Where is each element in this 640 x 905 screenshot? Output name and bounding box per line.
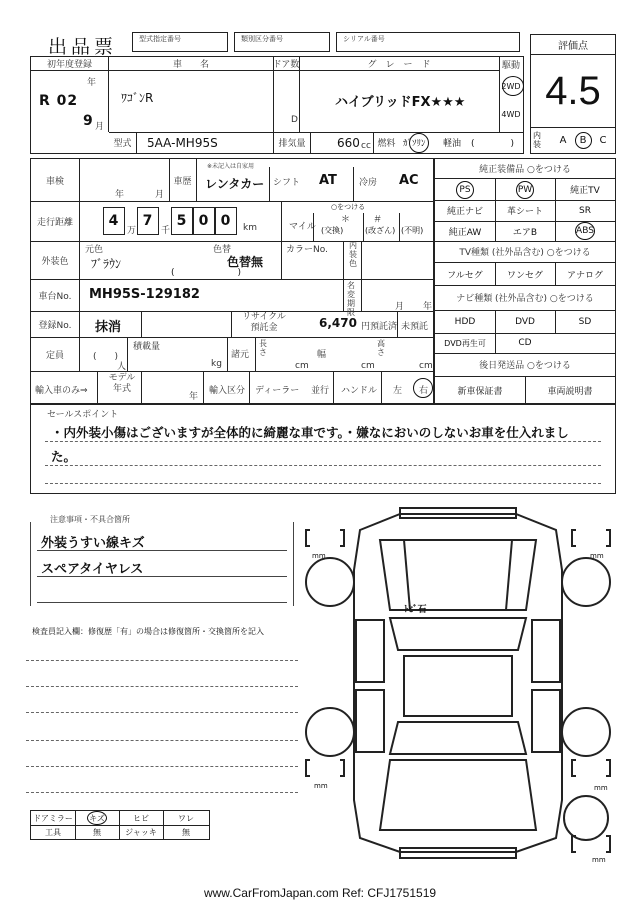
mileage-unknown[interactable]: (不明) [401,226,424,235]
shift-label: シフト [273,178,301,188]
mileage-label: 走行距離 [36,217,73,228]
score-box [530,34,616,154]
grade: ハイブリッドFX★★★ [335,95,466,110]
accessories-table [30,810,210,840]
drive-label: 駆動 [501,60,520,71]
interior-color-label: 内装色 [349,241,357,268]
interior-a[interactable]: A [559,134,567,146]
acc-tools-value: 無 [93,827,101,837]
orig-color-label: 元色 [85,245,104,255]
length-unit: cm [295,361,309,371]
wheel-rear-left [306,708,354,756]
mileage-exchange[interactable]: (交換) [321,226,344,235]
handle-right-circle [413,378,433,398]
vehicle-block [30,56,524,154]
wheel-rear-right [562,708,610,756]
recycle-no[interactable]: 未預託 [401,322,429,332]
score-label: 評価点 [531,35,615,55]
capacity-unit: 人 [117,362,127,372]
model-type: 5AA-MH95S [147,136,218,150]
fuel-gasoline-circle [409,133,429,153]
drive-2wd-circle [502,76,524,96]
drive-4wd[interactable]: 4WD [501,109,521,119]
note-item: 外装うすい線キズ [41,536,145,551]
equipment-block [434,158,616,404]
rear-window [390,722,526,754]
recycle-unit: 円預託済 [361,322,398,332]
capacity-paren: ( ) [93,352,119,362]
mileage-digit: 5 [171,207,193,235]
equip-sr[interactable]: SR [579,205,591,216]
import-type-label: 輸入区分 [209,386,246,396]
inspector-label: 検査員記入欄：修復歴「有」の場合は修復箇所・交換箇所を記入 [32,627,264,636]
ac: AC [399,173,419,188]
shift: AT [319,173,337,188]
door-code: D [291,115,298,125]
equip-aw[interactable]: 純正AW [448,227,482,238]
mileage-digit: 4 [103,207,125,235]
recolor-label: 色替 [213,245,232,255]
equip-ps-circle [456,181,474,199]
mileage-digit: 0 [193,207,215,235]
chassis-label: 車台No. [38,291,72,302]
inspection-year-unit: 年 [115,190,125,200]
mileage-digit: 0 [215,207,237,235]
acc-header: ドアミラー [33,813,73,823]
equip-abs[interactable]: ABS [576,226,594,236]
mm-spare: mm [592,856,606,864]
handle-label: ハンドル [341,386,378,396]
equip-tv[interactable]: 純正TV [570,186,600,196]
cd[interactable]: CD [518,338,532,348]
roof [404,656,512,716]
wheel-front-right [562,558,610,606]
history: レンタカー [205,177,265,191]
equip-abs-circle [575,222,595,240]
interior-b[interactable]: B [579,134,587,146]
notes-label: 注意事項・不具合箇所 [50,515,130,524]
first-reg-month: 9 [83,113,94,129]
chassis: MH95S-129182 [89,287,200,302]
mm-rr: mm [594,784,608,792]
mm-rl: mm [314,782,328,790]
length-label: 長さ [259,339,267,357]
equip-airbag[interactable]: エアB [512,227,538,238]
model-type-label: 型式 [109,132,137,153]
tread-bracket-rr [572,760,610,776]
sales-line-1: ・内外装小傷はございますが全体的に綺麗な車です。・嫌なにおいのしないお車を仕入れまし [51,425,569,440]
unit-man: 万 [127,226,137,236]
displacement: 660 [337,136,360,150]
navi-title: ナビ種類 (社外品含む) ○をつける [435,285,615,311]
sales-block [30,404,616,494]
notes-box [30,522,294,606]
first-reg-era: R 02 [39,93,79,109]
grade-label: グ レ ー ド [299,57,499,71]
color-label: 外装色 [41,256,69,267]
door-rear-right [532,690,560,752]
interior-c[interactable]: C [599,134,607,146]
name-change-month: 月 [395,302,405,312]
spare-wheel [564,796,608,840]
width-unit: cm [361,361,375,371]
later-manual[interactable]: 車両説明書 [547,386,593,397]
unit-km: km [243,223,257,233]
interior-b-circle [575,132,592,149]
displacement-unit: cc [361,141,371,151]
recycle: 6,470 [319,316,357,330]
reg-no: 抹消 [95,320,122,335]
load-unit: kg [211,359,222,369]
first-reg-label: 初年度登録 [31,57,109,71]
mileage-digit: 7 [137,207,159,235]
windshield [390,618,526,650]
navi-hdd[interactable]: HDD [454,317,476,327]
year-unit: 年 [87,78,97,88]
history-label: 車歴 [169,159,197,201]
displacement-label: 排気量 [273,132,311,153]
dvd-play[interactable]: DVD再生可 [444,338,486,348]
height-label: 高さ [377,339,385,357]
name-change-day: 年 [423,302,433,312]
fuel-gasoline[interactable]: ｶﾞｿﾘﾝ [403,139,426,149]
diagram-mark: ﾄﾋﾞ石 [404,605,427,615]
navi-dvd[interactable]: DVD [515,317,535,327]
recolor-paren: ( ) [171,268,242,278]
car-name: ﾜｺﾞﾝR [121,91,154,105]
width-label: 幅 [317,350,327,360]
dims-label: 諸元 [231,350,250,360]
equipment-title: 純正装備品 ○をつける [435,159,615,179]
car-body-outline [354,514,562,852]
serial-label: シリアル番号 [343,35,385,43]
trunk [380,760,536,830]
page-title: 出品票 [48,36,118,58]
capacity-label: 定員 [45,350,64,361]
fuel-other: ( ) [471,139,515,149]
handle-left[interactable]: 左 [393,386,403,396]
load-label: 積載量 [133,342,161,352]
tread-bracket-rl [306,760,344,776]
later-title: 後日発送品 ○をつける [435,353,615,377]
reg-no-label: 登録No. [38,320,72,331]
tv-title: TV種類 (社外品含む) ○をつける [435,241,615,263]
footer-watermark: www.CarFromJapan.com Ref: CFJ1751519 [203,886,437,900]
acc-header: キズ [89,813,105,823]
equip-pw[interactable]: PW [517,184,533,195]
class-label: 類別区分番号 [241,35,283,43]
import-dealer[interactable]: ディーラー [255,386,300,396]
mileage-tamper[interactable]: (改ざん) [365,226,396,235]
equip-navi[interactable]: 純正ナビ [446,207,483,217]
fuel-label: 燃料 [373,132,399,153]
car-diagram [300,500,616,870]
car-name-label: 車 名 [109,57,273,71]
import-parallel[interactable]: 並行 [311,386,330,396]
door-front-left [356,620,384,682]
recolor: 色替無 [227,255,264,269]
navi-sd[interactable]: SD [578,317,592,327]
inspection-label: 車検 [45,176,64,187]
acc-header: ワレ [178,813,194,823]
height-unit: cm [419,361,433,371]
interior-label: 内装 [533,131,541,149]
tread-bracket-fr [572,530,610,546]
tv-oneseg[interactable]: ワンセグ [506,270,543,281]
acc-jack-label: ジャッキ [125,827,157,837]
equip-leather[interactable]: 革シート [506,207,543,217]
hood [380,540,536,610]
mileage-circle-hint: ○をつける [331,203,366,211]
wheel-front-left [306,558,354,606]
details-block [30,158,434,404]
import-label: 輸入車のみ⇒ [35,386,88,396]
acc-tools-label: 工具 [45,827,61,837]
drive-2wd[interactable]: 2WD [501,81,521,91]
score-value: 4.5 [545,68,601,113]
serial-box [336,32,520,52]
mm-fl: mm [312,552,326,560]
class-box [234,32,330,52]
model-spec-label: 型式指定番号 [139,35,181,43]
ac-label: 冷房 [359,178,378,188]
sales-line-2: た。 [51,449,77,464]
later-warranty[interactable]: 新車保証書 [457,386,503,397]
tread-bracket-fl [306,530,344,546]
tv-fullseg[interactable]: フルセグ [447,270,483,281]
name-change-label: 名変期限 [347,281,355,317]
inspection-month-unit: 月 [155,190,165,200]
model-spec-box [132,32,228,52]
doors-label: ドア数 [273,57,299,71]
mileage-digits [103,207,263,235]
unit-sen: 千 [161,226,171,236]
acc-scratch-circle [87,811,107,825]
fuel-diesel[interactable]: 軽油 [443,139,462,149]
acc-jack-value: 無 [182,827,190,837]
color-no-label: カラーNo. [286,245,328,255]
model-year-unit: 年 [189,392,199,402]
door-front-right [532,620,560,682]
sales-label: セールスポイント [47,410,119,420]
equip-ps[interactable]: PS [459,184,471,195]
month-unit: 月 [95,122,105,132]
recycle-label: リサイクル預託金 [242,312,286,333]
mm-fr: mm [590,552,604,560]
mileage-mile[interactable]: マイル [289,222,316,232]
equip-pw-circle [516,181,534,199]
acc-header: ヒビ [133,813,149,823]
history-note: ※未記入は自家用 [207,163,255,170]
mileage-star: ＊ [341,215,351,225]
door-rear-left [356,690,384,752]
color: ﾌﾞﾗｳﾝ [91,257,122,271]
tv-analog[interactable]: アナログ [566,270,603,281]
mileage-hash: ＃ [373,215,383,225]
handle-right[interactable]: 右 [419,386,429,396]
note-item: スペアタイヤレス [41,562,144,577]
model-year-label: モデル年式 [108,373,136,394]
